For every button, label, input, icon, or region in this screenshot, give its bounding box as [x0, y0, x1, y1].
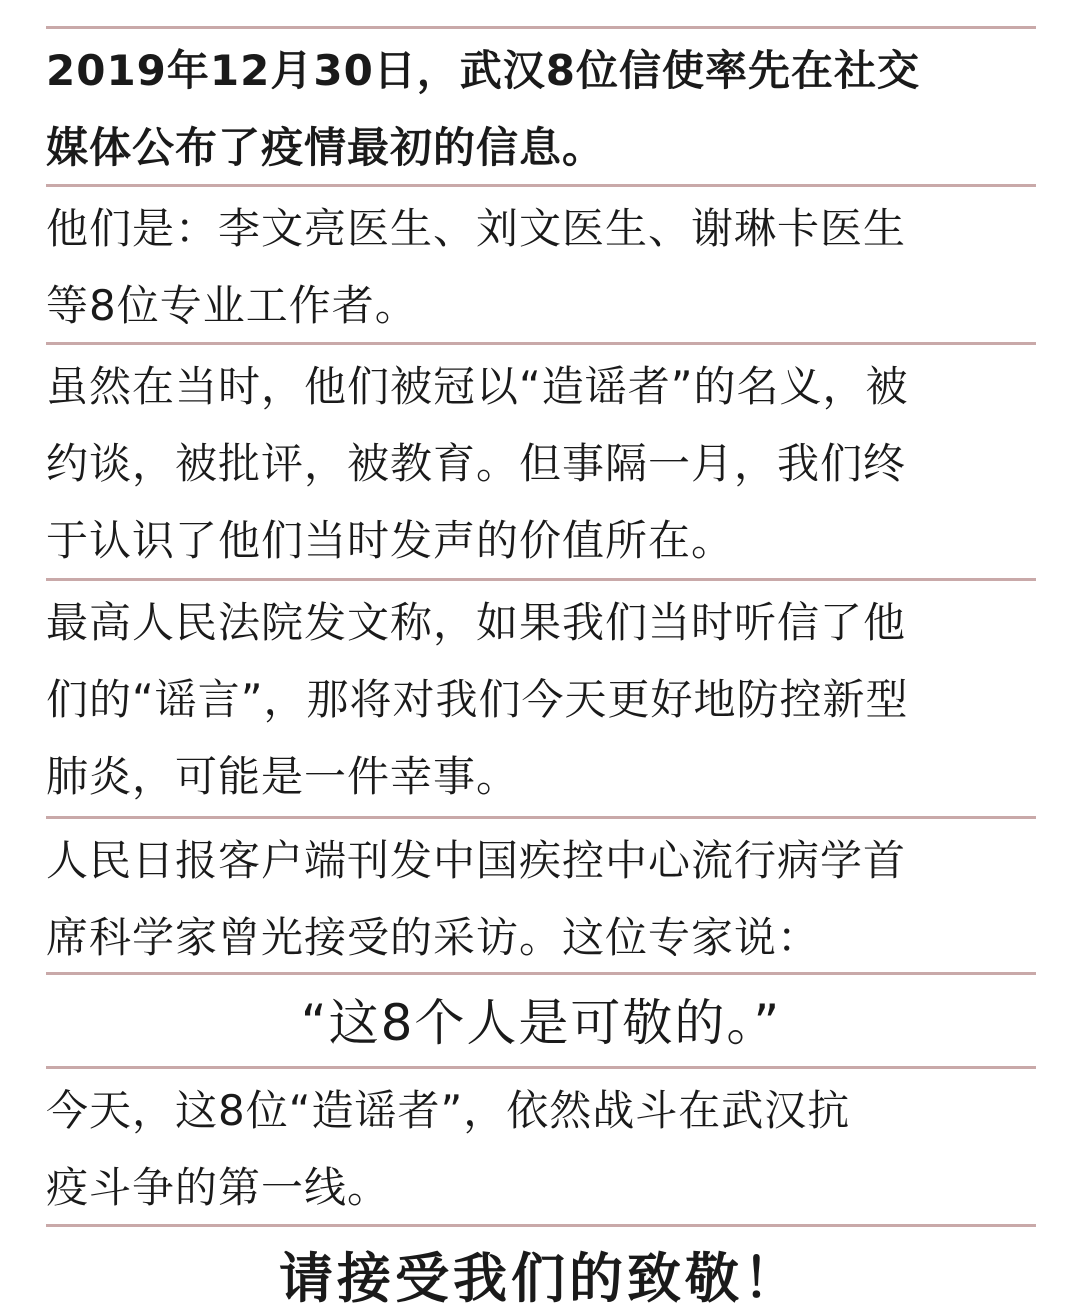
divider: [46, 1224, 1036, 1227]
paragraph-frontline: [46, 1072, 1036, 1226]
text-line: 媒体公布了疫情最初的信息。: [46, 123, 606, 172]
text-line: 约谈，被批评，被教育。但事隔一月，我们终: [46, 439, 907, 488]
text-line: 他们是：李文亮医生、刘文医生、谢琳卡医生: [46, 204, 907, 253]
text-line: 等8位专业工作者。: [46, 281, 418, 330]
text-line: 2019年12月30日，武汉8位信使率先在社交: [46, 46, 921, 95]
paragraph-expert-interview: [46, 822, 1036, 976]
text-line: 虽然在当时，他们被冠以“造谣者”的名义，被: [46, 362, 909, 411]
paragraph-doctors-list: [46, 190, 1036, 344]
closing-tribute: 请接受我们的致敬！: [279, 1247, 801, 1310]
text-line: 疫斗争的第一线。: [46, 1163, 391, 1212]
paragraph-rumor-labels: [46, 348, 1036, 579]
top-divider: [46, 26, 1036, 29]
divider: [46, 184, 1036, 187]
paragraph-supreme-court: [46, 584, 1036, 815]
divider: [46, 972, 1036, 975]
expert-quote: “这8个人是可敬的。”: [300, 994, 782, 1052]
text-line: 人民日报客户端刊发中国疾控中心流行病学首: [46, 836, 907, 885]
text-line: 们的“谣言”，那将对我们今天更好地防控新型: [46, 675, 909, 724]
divider: [46, 1066, 1036, 1069]
text-line: 今天，这8位“造谣者”，依然战斗在武汉抗: [46, 1086, 851, 1135]
text-line: 最高人民法院发文称，如果我们当时听信了他: [46, 598, 907, 647]
divider: [46, 578, 1036, 581]
text-line: 肺炎，可能是一件幸事。: [46, 752, 520, 801]
divider: [46, 816, 1036, 819]
text-line: 于认识了他们当时发声的价值所在。: [46, 516, 735, 565]
text-line: 席科学家曾光接受的采访。这位专家说：: [46, 913, 821, 962]
paragraph-date-announcement: [46, 32, 1036, 186]
divider: [46, 342, 1036, 345]
